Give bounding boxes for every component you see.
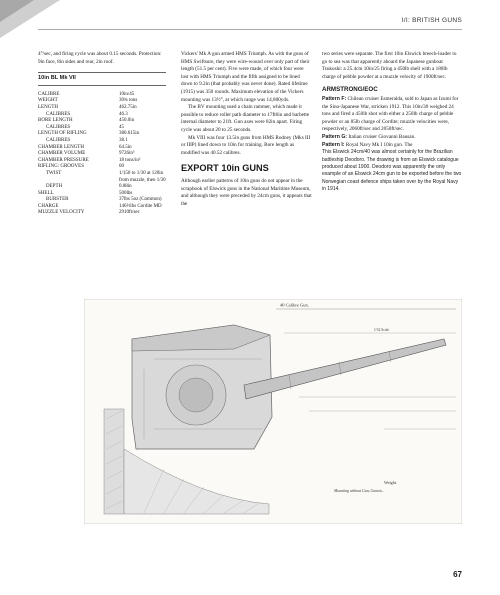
body-paragraph: Vickers' Mk A gun armed HMS Triumph. As with the guns of HMS Swiftsure, they were wire-wound over only part of their length (51.5 per cent). Five were made, of which four were lost with HMS Triumph and the fifth assigned to be lined down to 9.2in (that probably was never done). Rated lifetime (1915) was 350 rounds. Maximum elevation of the Vickers mounting was 13½°, at which range was 14,800yds. xyxy=(181,51,310,103)
spec-value: 18 tons/in² xyxy=(119,157,141,163)
spec-key: SHELL xyxy=(38,190,54,196)
spec-row xyxy=(38,197,166,204)
spec-value: 46.3 xyxy=(119,111,128,117)
spec-key: BURSTER xyxy=(46,197,69,203)
pattern-text: Chilean cruiser Esmeralda, sold to Japan as Izumi for the Sino-Japanese War, stricken 1912. This 10in/30 weighed 24 tons and fired a 450lb shot with either a 250lb charge of pebble powder or an 85lb charge of Cordite; muzzle velocities were, respectively, 2060ft/sec and 2050ft/sec. xyxy=(322,95,459,133)
spec-key: LENGTH OF RIFLING xyxy=(38,131,87,137)
drawing-label-mounting: Mounting without Gun, Gunsin... xyxy=(334,489,385,493)
spec-row xyxy=(38,164,166,171)
spec-row xyxy=(38,112,166,119)
spec-key: DEPTH xyxy=(46,184,63,190)
spec-key: BORE LENGTH xyxy=(38,118,73,124)
spec-key: LENGTH xyxy=(38,104,58,110)
column-1 xyxy=(38,51,166,217)
spec-value: 10in/45 xyxy=(119,91,135,97)
spec-value: 1/150 to 1/30 at 120in from muzzle, then 1/30 xyxy=(119,170,166,183)
spec-row xyxy=(38,191,166,198)
spec-value: 64.5in xyxy=(119,144,132,150)
spec-key: MUZZLE VELOCITY xyxy=(38,210,85,216)
spec-key: CALIBRE xyxy=(38,91,60,97)
subsection-heading: ARMSTRONG/EOC xyxy=(322,86,378,94)
body-paragraph: Mk VIII was four 13.5in guns from HMS Rodney (Mks III or IIIP) lined down to 10in for training. Bore length as modified was 40.52 calibres. xyxy=(181,134,311,156)
spec-row xyxy=(38,138,166,145)
spec-row xyxy=(38,131,166,138)
spec-row xyxy=(38,98,166,105)
spec-key: CALIBRES xyxy=(46,137,71,143)
pattern-label: Pattern G: xyxy=(322,133,348,140)
spec-value: 462.75in xyxy=(119,104,137,110)
spec-value: 38.1 xyxy=(119,137,128,143)
specs-title: 10in BL Mk VII xyxy=(38,75,76,82)
spec-value: 37lbs 5oz (Common) xyxy=(119,197,162,203)
spec-row xyxy=(38,184,166,191)
section-heading: EXPORT 10in GUNS xyxy=(181,163,269,174)
header-rule xyxy=(38,29,462,30)
spec-row xyxy=(38,145,166,152)
pattern-text: Royal Navy Mk I 10in gun. The xyxy=(344,141,413,148)
spec-key: CALIBRES xyxy=(46,124,71,130)
pattern-f-paragraph xyxy=(322,96,462,134)
running-header: I/I: BRITISH GUNS xyxy=(401,17,462,24)
pattern-label: Pattern I: xyxy=(322,141,345,148)
spec-value: 380.615in xyxy=(119,131,140,137)
spec-key: CALIBRES xyxy=(46,111,71,117)
spec-row xyxy=(38,125,166,132)
pattern-label: Pattern F: xyxy=(322,95,347,102)
body-paragraph: Although earlier patterns of 10in guns do not appear in the scrapbook of Elswick guns in the National Maritime Museum, and although they were preceded by 24cm guns, it appears that the xyxy=(181,177,312,207)
spec-row xyxy=(38,151,166,158)
spec-key: CHAMBER PRESSURE xyxy=(38,157,89,163)
spec-row xyxy=(38,118,166,125)
spec-key: TWIST xyxy=(46,170,62,176)
intro-paragraph: 4°/sec, and firing cycle was about 0.15 seconds. Protection: 9in face, 8in sides and rear, 2in roof. xyxy=(38,51,162,65)
spec-key: CHAMBER VOLUME xyxy=(38,151,86,157)
spec-key: CHAMBER LENGTH xyxy=(38,144,84,150)
spec-rule xyxy=(38,85,166,86)
spec-key: WEIGHT xyxy=(38,98,58,104)
figure-caption: This Elswick 24cm/40 was almost certainly for the Brazilian battleship Deodoro. The drawing is from an Elswick catalogue produced about 1900. Deodoro was apparently the only example of an Elswick 24cm gun to be exported before the two Norwegian coast defence ships taken over by the Royal Navy in 1914. xyxy=(322,149,462,193)
spec-key: CHARGE xyxy=(38,203,59,209)
spec-value: 45 xyxy=(119,124,124,130)
spec-key: RIFLING: GROOVES xyxy=(38,164,84,170)
spec-value: 0.08in xyxy=(119,184,132,190)
drawing-label-scale: 1/32 Scale xyxy=(374,328,390,332)
gun-turret-drawing xyxy=(84,299,462,524)
spec-row xyxy=(38,210,166,217)
spec-row xyxy=(38,158,166,165)
pattern-g-paragraph xyxy=(322,134,462,142)
page-number: 67 xyxy=(453,570,462,579)
spec-value: 146½lbs Cordite MD xyxy=(119,203,162,209)
spec-rule xyxy=(38,72,166,73)
column-3 xyxy=(322,51,462,194)
body-paragraph: The BV mounting used a chain rammer, which made it possible to reduce roller path diameter to 17ft6in and barbette internal diameter to 21ft. Gun axes were 82in apart. Firing cycle was about 20 to 25 seconds. xyxy=(181,104,310,133)
column-2 xyxy=(181,51,312,208)
scan-corner-shadow xyxy=(0,0,60,40)
pattern-i-paragraph xyxy=(322,142,462,150)
spec-value: 500lbs xyxy=(119,190,133,196)
body-paragraph: two series were separate. The first 10in Elswick breech-loader to go to sea was that apparently aboard the Japanese gunboat Tsukushi: a 25.4cm 10in/25 firing a 450lb shell with a 180lb charge of pebble powder at a muzzle velocity of 1900ft/sec. xyxy=(322,51,457,80)
drawing-label-weight: Weight. xyxy=(384,480,398,485)
spec-value: 9726in³ xyxy=(119,151,135,157)
spec-value: 450.0in xyxy=(119,118,135,124)
spec-row xyxy=(38,105,166,112)
spec-row xyxy=(38,92,166,99)
drawing-label-gun: 40 Calibre Gun. xyxy=(280,302,309,308)
spec-value: 2910ft/sec xyxy=(119,210,140,216)
spec-row xyxy=(38,204,166,211)
pattern-text: Italian cruiser Giovanni Bausan. xyxy=(347,133,416,140)
spec-value: 30¾ tons xyxy=(119,98,138,104)
spec-row xyxy=(38,171,166,184)
spec-value: 60 xyxy=(119,164,124,170)
specs-table xyxy=(38,92,166,217)
